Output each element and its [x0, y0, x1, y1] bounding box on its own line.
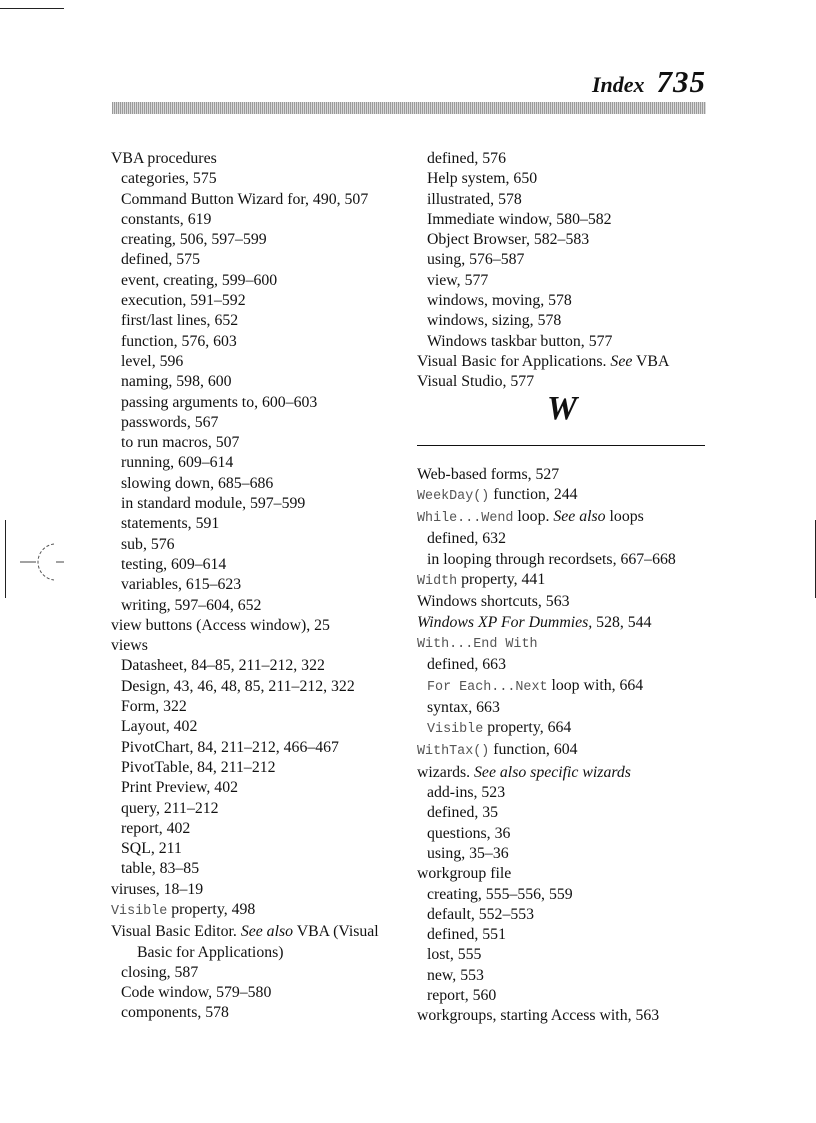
index-subentry: Datasheet, 84–85, 211–212, 322 [121, 657, 325, 675]
index-subentry: PivotTable, 84, 211–212 [121, 758, 276, 776]
index-subentry: Windows taskbar button, 577 [427, 332, 613, 350]
index-entry: view buttons (Access window), 25 [111, 616, 330, 634]
index-entry [111, 922, 411, 942]
crop-mark-top [0, 8, 64, 9]
index-code-term: Visible [111, 903, 168, 919]
index-subentry [417, 718, 707, 740]
index-subentry: creating, 555–556, 559 [427, 885, 573, 903]
index-subentry: lost, 555 [427, 946, 482, 964]
index-entry-rest: property, 498 [167, 900, 256, 918]
header-rule [112, 102, 706, 114]
index-subentry: defined, 35 [427, 804, 499, 822]
index-subentry: closing, 587 [121, 963, 199, 981]
index-subentry: execution, 591–592 [121, 292, 246, 310]
index-code-term: While...Wend [417, 511, 514, 527]
index-code-term: Visible [427, 722, 484, 738]
index-entry [417, 740, 707, 762]
index-subentry: first/last lines, 652 [121, 312, 239, 330]
index-subentry: in looping through recordsets, 667–668 [427, 550, 676, 568]
index-subentry: illustrated, 578 [427, 190, 522, 208]
index-code-term: Width [417, 574, 458, 590]
index-entry: VBA procedures [111, 150, 217, 167]
index-entry-pre: Visual Basic for Applications. [417, 352, 611, 370]
index-subentry: in standard module, 597–599 [121, 495, 306, 513]
index-entry-rest: function, 604 [489, 741, 578, 759]
index-subentry: new, 553 [427, 966, 484, 984]
index-entry [111, 900, 411, 922]
index-subentry: report, 402 [121, 819, 191, 837]
index-subentry: syntax, 663 [427, 698, 500, 716]
index-subentry: sub, 576 [121, 535, 175, 553]
index-entry-continuation: Basic for Applications) [137, 943, 284, 961]
see-reference: See [610, 352, 633, 370]
index-subentry: PivotChart, 84, 211–212, 466–467 [121, 738, 339, 756]
index-subentry: Immediate window, 580–582 [427, 210, 612, 228]
index-subentry: categories, 575 [121, 170, 217, 188]
index-subentry: level, 596 [121, 352, 184, 370]
index-entry-rest: loop with, 664 [547, 676, 644, 694]
book-title: Windows XP For Dummies, [417, 613, 593, 631]
index-subentry: Object Browser, 582–583 [427, 231, 590, 249]
index-subentry: Design, 43, 46, 48, 85, 211–212, 322 [121, 677, 355, 695]
index-column-left [111, 149, 411, 1024]
index-entry-rest: property, 664 [483, 719, 572, 737]
see-also-reference: See also specific wizards [474, 763, 631, 781]
index-subentry: components, 578 [121, 1004, 229, 1022]
index-subentry: Print Preview, 402 [121, 779, 239, 797]
index-entry [417, 352, 707, 372]
index-entry-rest: 528, 544 [592, 613, 652, 631]
index-subentry [417, 676, 707, 698]
index-subentry: defined, 551 [427, 926, 506, 944]
index-subentry: add-ins, 523 [427, 784, 506, 802]
index-subentry: Form, 322 [121, 698, 187, 716]
index-subentry: Layout, 402 [121, 718, 198, 736]
index-entry-post: VBA (Visual [293, 923, 379, 941]
index-subentry: Code window, 579–580 [121, 984, 272, 1002]
index-entry [417, 507, 707, 529]
see-also-reference: See also [553, 508, 606, 526]
page-number: 735 [656, 64, 706, 99]
index-entry: Visual Studio, 577 [417, 373, 535, 391]
index-entry-rest: function, 244 [489, 485, 578, 503]
index-subentry: variables, 615–623 [121, 576, 242, 594]
index-subentry: SQL, 211 [121, 840, 182, 858]
index-entry-pre: wizards. [417, 763, 475, 781]
index-subentry: running, 609–614 [121, 454, 234, 472]
index-subentry: query, 211–212 [121, 799, 219, 817]
index-entry: Web-based forms, 527 [417, 465, 560, 483]
index-entry [417, 613, 707, 633]
index-subentry: report, 560 [427, 986, 497, 1004]
index-subentry: defined, 663 [427, 656, 506, 674]
section-divider-w [417, 389, 707, 465]
index-subentry: writing, 597–604, 652 [121, 596, 262, 614]
index-subentry: constants, 619 [121, 210, 212, 228]
index-subentry: view, 577 [427, 271, 489, 289]
header-section-word: Index [591, 72, 645, 97]
index-subentry: Help system, 650 [427, 170, 538, 188]
index-subentry: Command Button Wizard for, 490, 507 [121, 190, 369, 208]
index-subentry: defined, 632 [427, 530, 506, 548]
index-subentry: naming, 598, 600 [121, 373, 232, 391]
index-entry-post: VBA [632, 352, 670, 370]
index-subentry: creating, 506, 597–599 [121, 231, 267, 249]
index-entry: workgroup file [417, 865, 512, 883]
index-entry: viruses, 18–19 [111, 880, 204, 898]
index-subentry: table, 83–85 [121, 860, 200, 878]
index-subentry: function, 576, 603 [121, 332, 237, 350]
index-subentry: windows, moving, 578 [427, 292, 572, 310]
index-subentry: windows, sizing, 578 [427, 312, 562, 330]
see-also-reference: See also [240, 923, 294, 941]
index-subentry: questions, 36 [427, 824, 511, 842]
index-entry [417, 485, 707, 507]
index-subentry: using, 576–587 [427, 251, 525, 269]
index-entry: Windows shortcuts, 563 [417, 593, 570, 611]
index-subentry: defined, 575 [121, 251, 200, 269]
registration-mark-icon [0, 520, 70, 600]
index-code-term: With...End With [417, 636, 538, 652]
running-header [592, 64, 706, 100]
index-entry: workgroups, starting Access with, 563 [417, 1007, 660, 1025]
index-entry: views [111, 637, 148, 655]
index-subentry: to run macros, 507 [121, 434, 240, 452]
index-subentry: defined, 576 [427, 150, 506, 167]
index-subentry: event, creating, 599–600 [121, 271, 278, 289]
index-code-term: For Each...Next [427, 679, 548, 695]
index-entry-rest: loop. [513, 508, 554, 526]
index-entry-post: loops [605, 508, 644, 526]
index-subentry: slowing down, 685–686 [121, 474, 274, 492]
index-subentry: passwords, 567 [121, 413, 219, 431]
index-entry [417, 633, 707, 655]
index-code-term: WithTax() [417, 744, 490, 760]
index-entry-pre: Visual Basic Editor. [111, 923, 241, 941]
index-subentry: using, 35–36 [427, 844, 509, 862]
index-entry [417, 763, 707, 783]
index-column-right [417, 149, 707, 1027]
index-entry [417, 570, 707, 592]
index-subentry: testing, 609–614 [121, 555, 227, 573]
section-letter: W [546, 389, 578, 427]
index-subentry: default, 552–553 [427, 905, 535, 923]
index-code-term: WeekDay() [417, 488, 490, 504]
index-subentry: passing arguments to, 600–603 [121, 393, 318, 411]
index-subentry: statements, 591 [121, 515, 220, 533]
index-entry-rest: property, 441 [457, 571, 546, 589]
section-rule [417, 445, 705, 446]
